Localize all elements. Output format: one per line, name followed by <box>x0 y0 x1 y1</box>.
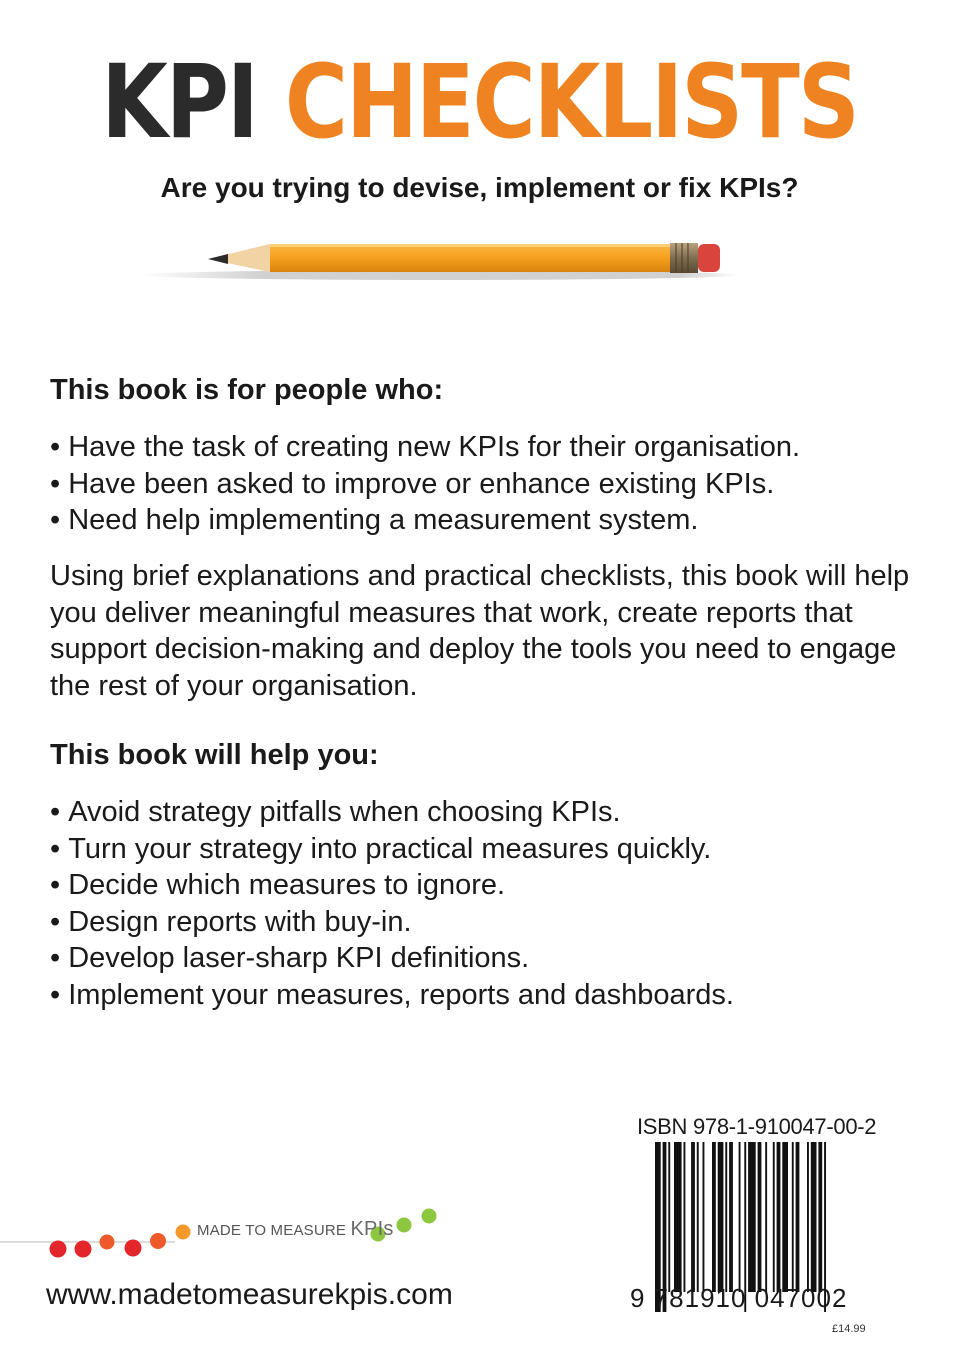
website-url[interactable]: www.madetomeasurekpis.com <box>46 1278 453 1311</box>
list-item: • Design reports with buy-in. <box>50 904 734 941</box>
subtitle: Are you trying to devise, implement or fix KPIs? <box>160 172 799 203</box>
publisher-logo <box>197 1218 394 1241</box>
list-item: • Avoid strategy pitfalls when choosing KPIs. <box>50 794 734 831</box>
benefits-list <box>50 794 734 1014</box>
title-checklists: CHECKLISTS <box>284 43 858 162</box>
publisher-kpis: KPIs <box>350 1218 394 1240</box>
list-item: • Have the task of creating new KPIs for their organisation. <box>50 429 800 466</box>
list-item: • Implement your measures, reports and dashboards. <box>50 977 734 1014</box>
list-item: • Need help implementing a measurement system. <box>50 502 800 539</box>
book-title <box>0 43 959 162</box>
description-paragraph: Using brief explanations and practical checklists, this book will help you deliver meaningful measures that work, create reports that support decision-making and deploy the tools you need to engage the rest of your organisation. <box>50 560 910 702</box>
isbn-label: ISBN 978-1-910047-00-2 <box>637 1114 877 1139</box>
barcode-number: 9 781910 047002 <box>630 1283 848 1313</box>
audience-list <box>50 429 800 539</box>
list-item: • Turn your strategy into practical measures quickly. <box>50 831 734 868</box>
pencil-icon <box>120 232 740 287</box>
list-item: • Decide which measures to ignore. <box>50 867 734 904</box>
section-heading-benefits: This book will help you: <box>50 739 379 771</box>
list-item: • Have been asked to improve or enhance existing KPIs. <box>50 466 800 503</box>
section-heading-audience: This book is for people who: <box>50 374 444 406</box>
publisher-name: MADE TO MEASURE <box>197 1222 347 1239</box>
title-kpi: KPI <box>101 43 257 162</box>
price: £14.99 <box>832 1323 866 1335</box>
list-item: • Develop laser-sharp KPI definitions. <box>50 940 734 977</box>
